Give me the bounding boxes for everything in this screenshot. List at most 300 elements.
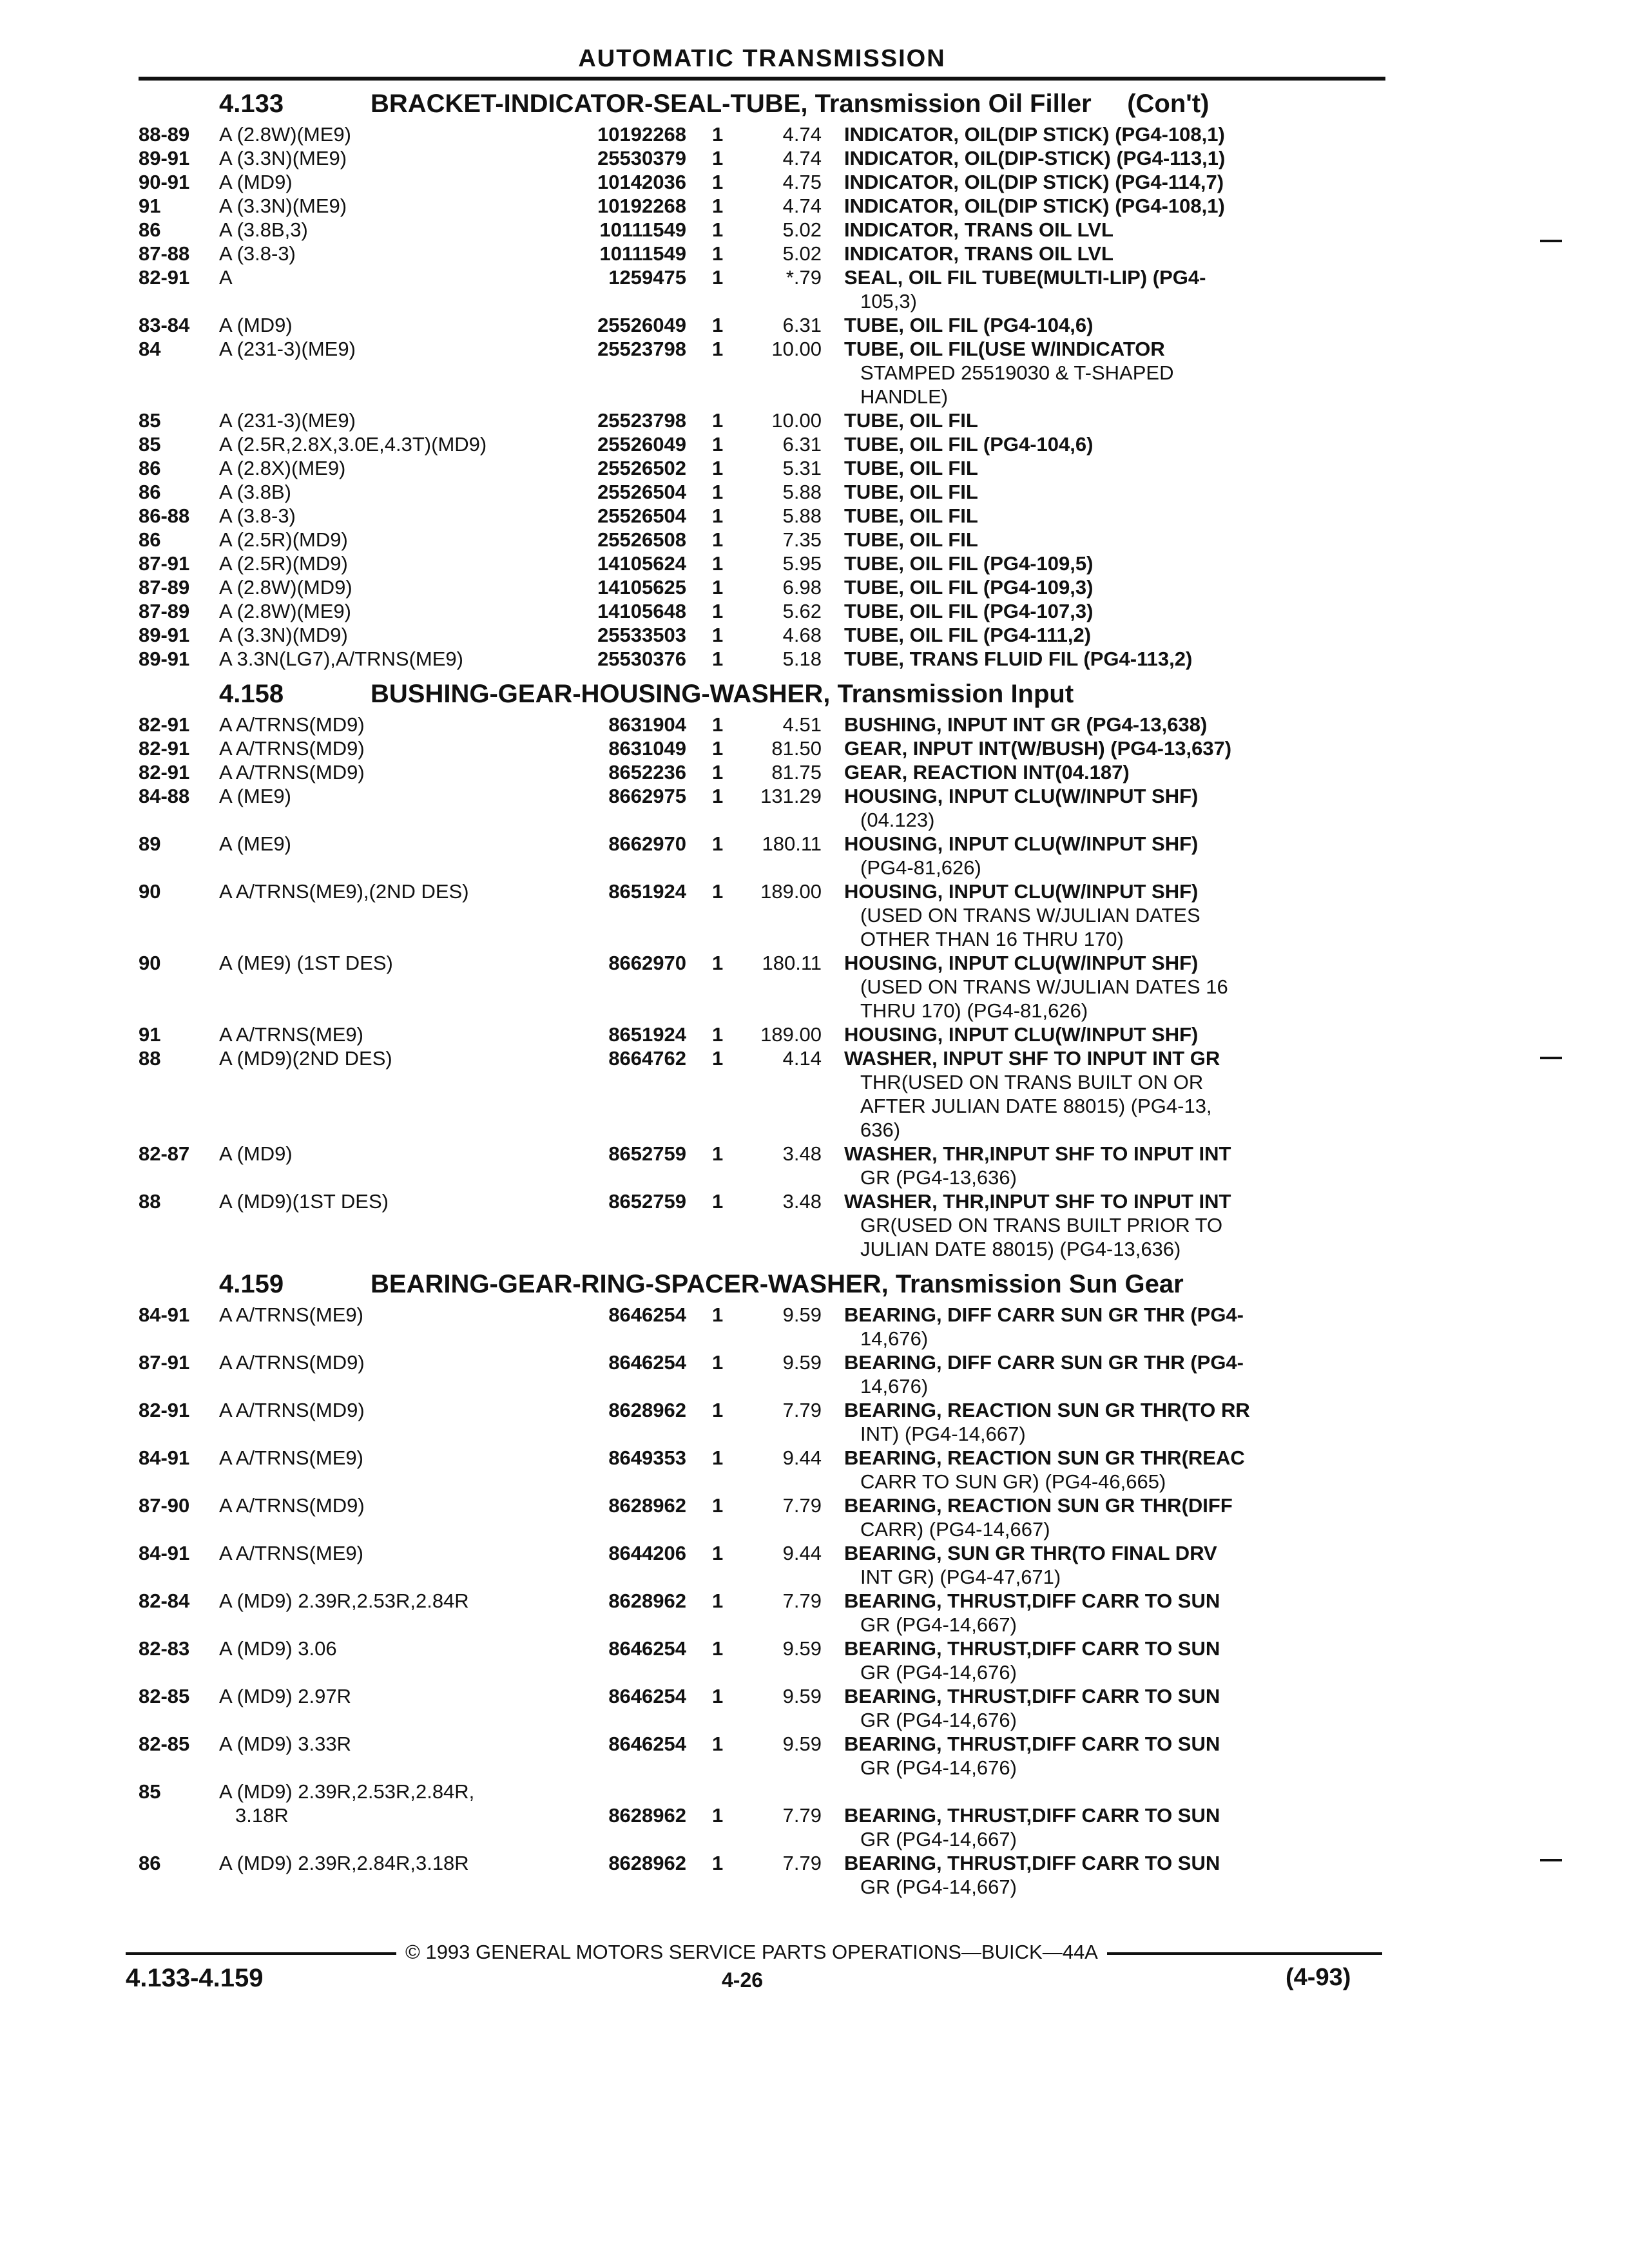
application-text: A A/TRNS(MD9) xyxy=(219,760,370,784)
price: 3.48 xyxy=(782,1142,822,1165)
part-number: 8631049 xyxy=(608,737,686,760)
description-text: (PG4-81,626) xyxy=(860,856,985,879)
leader-dots xyxy=(296,832,549,856)
leader-dots xyxy=(1097,432,1360,456)
description-line xyxy=(844,242,1360,265)
application-text: A (MD9)(1ST DES) xyxy=(219,1189,394,1213)
section-heading xyxy=(139,680,1385,709)
price: 189.00 xyxy=(760,880,822,903)
part-number: 8646254 xyxy=(608,1685,686,1707)
application-text: A (ME9) xyxy=(219,784,296,808)
description-line xyxy=(844,736,1360,760)
application-text: A A/TRNS(MD9) xyxy=(219,1350,370,1374)
description-line xyxy=(844,337,1360,361)
application-text: A (MD9) 3.06 xyxy=(219,1637,342,1660)
price: 10.00 xyxy=(771,338,822,360)
quantity: 1 xyxy=(712,648,724,670)
description-line xyxy=(844,1565,1360,1589)
description-cell xyxy=(844,337,1360,408)
description-text: WASHER, THR,INPUT SHF TO INPUT INT xyxy=(844,1142,1235,1166)
leader-dots xyxy=(356,599,549,623)
description-line xyxy=(844,999,1360,1023)
application-line xyxy=(219,879,561,903)
leader-dots xyxy=(298,1142,549,1166)
section-number: 4.133 xyxy=(219,90,284,118)
description-cell xyxy=(844,1637,1360,1684)
quantity: 1 xyxy=(712,147,724,169)
description-line xyxy=(844,1875,1360,1899)
quantity: 1 xyxy=(712,1047,724,1070)
application-cell xyxy=(219,647,561,671)
leader-dots xyxy=(1196,647,1360,671)
description-line xyxy=(844,1470,1360,1494)
quantity: 1 xyxy=(712,552,724,575)
quantity: 1 xyxy=(712,1190,724,1213)
description-text: BEARING, THRUST,DIFF CARR TO SUN xyxy=(844,1732,1224,1756)
leader-dots xyxy=(1021,1756,1360,1780)
price: 9.44 xyxy=(782,1446,822,1469)
application-text: A (2.8W)(ME9) xyxy=(219,122,356,146)
parts-row xyxy=(139,480,1385,504)
application-line xyxy=(219,1303,561,1327)
description-line xyxy=(844,218,1360,242)
description-text: GR (PG4-14,676) xyxy=(860,1756,1021,1780)
quantity: 1 xyxy=(712,433,724,456)
description-line xyxy=(844,1213,1360,1237)
footer-date-code: (4-93) xyxy=(1286,1964,1351,1991)
description-text: HOUSING, INPUT CLU(W/INPUT SHF) xyxy=(844,951,1202,975)
part-number: 8628962 xyxy=(608,1804,686,1827)
model-year: 86 xyxy=(139,528,161,551)
model-year: 85 xyxy=(139,433,161,456)
description-text: BEARING, DIFF CARR SUN GR THR (PG4- xyxy=(844,1350,1248,1374)
application-cell xyxy=(219,504,561,528)
application-cell xyxy=(219,1023,561,1046)
price: 4.68 xyxy=(782,624,822,646)
price: 5.88 xyxy=(782,481,822,503)
price: 9.59 xyxy=(782,1303,822,1326)
application-cell xyxy=(219,528,561,552)
description-text: TUBE, OIL FIL xyxy=(844,408,982,432)
margin-tick xyxy=(1540,240,1562,242)
description-cell xyxy=(844,265,1360,313)
application-text: A (3.8B) xyxy=(219,480,296,504)
leader-dots xyxy=(369,1541,549,1565)
description-text: 14,676) xyxy=(860,1327,932,1350)
leader-dots xyxy=(932,1327,1360,1350)
price: 9.59 xyxy=(782,1733,822,1755)
parts-row xyxy=(139,1398,1385,1446)
description-line xyxy=(844,552,1360,575)
model-year: 90 xyxy=(139,880,161,903)
application-text: A (231-3)(ME9) xyxy=(219,337,361,361)
part-number: 8662970 xyxy=(608,952,686,974)
price: 4.51 xyxy=(782,713,822,736)
price: 180.11 xyxy=(762,952,822,974)
description-line xyxy=(844,1637,1360,1660)
application-text: A (2.5R)(MD9) xyxy=(219,528,353,552)
part-number: 8646254 xyxy=(608,1351,686,1374)
application-line xyxy=(219,1046,561,1070)
parts-row xyxy=(139,1684,1385,1732)
description-line xyxy=(844,1827,1360,1851)
application-text: A 3.3N(LG7),A/TRNS(ME9) xyxy=(219,647,468,671)
parts-row xyxy=(139,456,1385,480)
parts-row xyxy=(139,1589,1385,1637)
model-year: 82-91 xyxy=(139,266,190,289)
description-text: WASHER, THR,INPUT SHF TO INPUT INT xyxy=(844,1189,1235,1213)
part-number: 8651924 xyxy=(608,880,686,903)
model-year: 83-84 xyxy=(139,314,190,336)
description-cell xyxy=(844,1851,1360,1899)
model-year: 84-91 xyxy=(139,1446,190,1469)
model-year: 91 xyxy=(139,1023,161,1046)
application-line xyxy=(219,1350,561,1374)
leader-dots xyxy=(352,146,549,170)
leader-dots xyxy=(369,1023,549,1046)
leader-dots xyxy=(474,1851,549,1875)
description-text: INDICATOR, OIL(DIP STICK) (PG4-114,7) xyxy=(844,170,1228,194)
price: 7.79 xyxy=(782,1804,822,1827)
application-cell xyxy=(219,1494,561,1541)
description-text: GR(USED ON TRANS BUILT PRIOR TO xyxy=(860,1213,1226,1237)
application-line xyxy=(219,265,561,289)
part-number: 25526504 xyxy=(597,481,686,503)
leader-dots xyxy=(313,218,549,242)
parts-row xyxy=(139,951,1385,1023)
application-text: A (2.8W)(ME9) xyxy=(219,599,356,623)
description-text: STAMPED 25519030 & T-SHAPED xyxy=(860,361,1177,385)
description-text: BEARING, REACTION SUN GR THR(REAC xyxy=(844,1446,1249,1470)
price: 7.79 xyxy=(782,1590,822,1612)
application-cell xyxy=(219,337,561,408)
parts-row xyxy=(139,1732,1385,1780)
model-year: 90-91 xyxy=(139,171,190,193)
application-cell xyxy=(219,879,561,951)
description-cell xyxy=(844,432,1360,456)
leader-dots xyxy=(356,1684,549,1708)
leader-dots xyxy=(1117,242,1360,265)
description-cell xyxy=(844,784,1360,832)
leader-dots xyxy=(982,480,1360,504)
part-number: 10142036 xyxy=(597,171,686,193)
application-line xyxy=(219,760,561,784)
description-line xyxy=(844,265,1360,289)
model-year: 86 xyxy=(139,457,161,479)
description-line xyxy=(844,1023,1360,1046)
price: 81.75 xyxy=(771,761,822,783)
quantity: 1 xyxy=(712,832,724,855)
leader-dots xyxy=(1097,575,1360,599)
parts-row xyxy=(139,552,1385,575)
parts-row xyxy=(139,784,1385,832)
parts-row xyxy=(139,528,1385,552)
description-text: INDICATOR, TRANS OIL LVL xyxy=(844,218,1117,242)
description-text: CARR TO SUN GR) (PG4-46,665) xyxy=(860,1470,1170,1494)
description-cell xyxy=(844,1732,1360,1780)
description-text: INDICATOR, TRANS OIL LVL xyxy=(844,242,1117,265)
description-text: THRU 170) (PG4-81,626) xyxy=(860,999,1092,1023)
application-cell xyxy=(219,1398,561,1446)
leader-dots xyxy=(1092,999,1360,1023)
catalog-page xyxy=(139,45,1385,1899)
section-heading xyxy=(139,1270,1385,1299)
part-number: 8646254 xyxy=(608,1637,686,1660)
parts-row xyxy=(139,760,1385,784)
leader-dots xyxy=(370,1398,549,1422)
leader-dots xyxy=(1211,713,1360,736)
model-year: 87-90 xyxy=(139,1494,190,1517)
quantity: 1 xyxy=(712,1023,724,1046)
application-line xyxy=(219,170,561,194)
leader-dots xyxy=(298,170,549,194)
model-year: 84-88 xyxy=(139,785,190,807)
model-year: 86 xyxy=(139,1852,161,1874)
description-text: SEAL, OIL FIL TUBE(MULTI-LIP) (PG4- xyxy=(844,265,1210,289)
quantity: 1 xyxy=(712,600,724,622)
application-line xyxy=(219,736,561,760)
description-line xyxy=(844,1118,1360,1142)
quantity: 1 xyxy=(712,338,724,360)
leader-dots xyxy=(952,385,1360,408)
description-line xyxy=(844,313,1360,337)
parts-row xyxy=(139,1541,1385,1589)
model-year: 87-91 xyxy=(139,1351,190,1374)
parts-row xyxy=(139,575,1385,599)
description-line xyxy=(844,1070,1360,1094)
price: 9.59 xyxy=(782,1351,822,1374)
leader-dots xyxy=(1184,1237,1360,1261)
description-line xyxy=(844,975,1360,999)
part-number: 8631904 xyxy=(608,713,686,736)
description-line xyxy=(844,385,1360,408)
price: 9.44 xyxy=(782,1542,822,1564)
catalog-section xyxy=(139,90,1385,671)
parts-row xyxy=(139,146,1385,170)
application-line xyxy=(219,528,561,552)
part-number: 14105624 xyxy=(597,552,686,575)
application-line xyxy=(219,1541,561,1565)
description-line xyxy=(844,170,1360,194)
description-line xyxy=(844,1803,1360,1827)
application-cell xyxy=(219,1541,561,1589)
quantity: 1 xyxy=(712,1351,724,1374)
section-number: 4.158 xyxy=(219,680,284,708)
description-cell xyxy=(844,552,1360,575)
application-cell xyxy=(219,1589,561,1637)
description-text: JULIAN DATE 88015) (PG4-13,636) xyxy=(860,1237,1184,1261)
description-line xyxy=(844,1327,1360,1350)
application-line xyxy=(219,1142,561,1166)
parts-row xyxy=(139,1851,1385,1899)
description-line xyxy=(844,480,1360,504)
description-line xyxy=(844,528,1360,552)
part-number: 1259475 xyxy=(608,266,686,289)
leader-dots xyxy=(352,194,549,218)
parts-row xyxy=(139,832,1385,879)
leader-dots xyxy=(301,504,549,528)
description-line xyxy=(844,1237,1360,1261)
description-line xyxy=(844,1756,1360,1780)
part-number: 25526508 xyxy=(597,528,686,551)
leader-dots xyxy=(1065,1565,1360,1589)
description-line xyxy=(844,1732,1360,1756)
part-number: 10192268 xyxy=(597,195,686,217)
catalog-section xyxy=(139,680,1385,1261)
model-year: 88-89 xyxy=(139,123,190,146)
price: 5.95 xyxy=(782,552,822,575)
application-cell xyxy=(219,599,561,623)
application-line xyxy=(219,218,561,242)
description-cell xyxy=(844,194,1360,218)
description-cell xyxy=(844,313,1360,337)
description-text: HOUSING, INPUT CLU(W/INPUT SHF) xyxy=(844,832,1202,856)
quantity: 1 xyxy=(712,195,724,217)
leader-dots xyxy=(1021,1166,1360,1189)
leader-dots xyxy=(238,265,549,289)
application-cell xyxy=(219,623,561,647)
leader-dots xyxy=(921,289,1360,313)
description-cell xyxy=(844,1780,1360,1851)
part-number: 10192268 xyxy=(597,123,686,146)
application-text: A (MD9) 3.33R xyxy=(219,1732,356,1756)
model-year: 89-91 xyxy=(139,147,190,169)
model-year: 82-83 xyxy=(139,1637,190,1660)
application-text: A A/TRNS(MD9) xyxy=(219,1398,370,1422)
description-cell xyxy=(844,736,1360,760)
part-number: 8662970 xyxy=(608,832,686,855)
description-text: TUBE, OIL FIL (PG4-104,6) xyxy=(844,432,1097,456)
description-cell xyxy=(844,575,1360,599)
application-text: A A/TRNS(MD9) xyxy=(219,713,370,736)
description-text: GR (PG4-14,667) xyxy=(860,1875,1021,1899)
description-text: BEARING, THRUST,DIFF CARR TO SUN xyxy=(844,1637,1224,1660)
application-line xyxy=(219,480,561,504)
description-text: AFTER JULIAN DATE 88015) (PG4-13, xyxy=(860,1094,1216,1118)
description-text: GR (PG4-14,676) xyxy=(860,1660,1021,1684)
description-text: 14,676) xyxy=(860,1374,932,1398)
price: 4.74 xyxy=(782,147,822,169)
price: 189.00 xyxy=(760,1023,822,1046)
application-line xyxy=(219,337,561,361)
description-line xyxy=(844,1374,1360,1398)
quantity: 1 xyxy=(712,737,724,760)
description-text: TUBE, OIL FIL (PG4-109,3) xyxy=(844,575,1097,599)
description-text: BEARING, REACTION SUN GR THR(TO RR xyxy=(844,1398,1254,1422)
description-line xyxy=(844,408,1360,432)
model-year: 82-91 xyxy=(139,713,190,736)
leader-dots xyxy=(358,575,549,599)
description-line xyxy=(844,1446,1360,1470)
margin-tick xyxy=(1540,1859,1562,1861)
application-text: A xyxy=(219,265,238,289)
quantity: 1 xyxy=(712,266,724,289)
part-number: 10111549 xyxy=(599,242,686,265)
part-number: 8628962 xyxy=(608,1494,686,1517)
parts-row xyxy=(139,647,1385,671)
description-text: TUBE, OIL FIL (PG4-109,5) xyxy=(844,552,1097,575)
description-line xyxy=(844,122,1360,146)
description-line xyxy=(844,1517,1360,1541)
quantity: 1 xyxy=(712,1852,724,1874)
application-text: A A/TRNS(ME9) xyxy=(219,1446,369,1470)
parts-row xyxy=(139,337,1385,408)
leader-dots xyxy=(474,879,549,903)
description-text: TUBE, TRANS FLUID FIL (PG4-113,2) xyxy=(844,647,1196,671)
part-number: 25530376 xyxy=(597,648,686,670)
application-cell xyxy=(219,1046,561,1142)
price: 10.00 xyxy=(771,409,822,432)
model-year: 89 xyxy=(139,832,161,855)
price: 4.14 xyxy=(782,1047,822,1070)
application-cell xyxy=(219,1303,561,1350)
application-line xyxy=(219,1803,561,1827)
application-line xyxy=(219,408,561,432)
application-text: A (MD9)(2ND DES) xyxy=(219,1046,398,1070)
description-line xyxy=(844,504,1360,528)
application-line xyxy=(219,951,561,975)
price: 7.35 xyxy=(782,528,822,551)
price: 5.31 xyxy=(782,457,822,479)
model-year: 87-89 xyxy=(139,600,190,622)
price: 4.74 xyxy=(782,195,822,217)
price: 5.02 xyxy=(782,242,822,265)
leader-dots xyxy=(356,122,549,146)
footer-copyright: © 1993 GENERAL MOTORS SERVICE PARTS OPERATIONS—BUICK—44A xyxy=(396,1941,1107,1964)
part-number: 25526502 xyxy=(597,457,686,479)
description-line xyxy=(844,951,1360,975)
application-text: A (3.3N)(MD9) xyxy=(219,623,353,647)
description-line xyxy=(844,1494,1360,1517)
model-year: 88 xyxy=(139,1190,161,1213)
part-number: 25530379 xyxy=(597,147,686,169)
application-cell xyxy=(219,122,561,146)
application-line xyxy=(219,1494,561,1517)
price: 131.29 xyxy=(760,785,822,807)
description-text: CARR) (PG4-14,667) xyxy=(860,1517,1054,1541)
description-text: THR(USED ON TRANS BUILT ON OR xyxy=(860,1070,1207,1094)
application-line xyxy=(219,713,561,736)
quantity: 1 xyxy=(712,409,724,432)
leader-dots xyxy=(353,623,549,647)
application-cell xyxy=(219,832,561,879)
application-text: 3.18R xyxy=(219,1803,294,1827)
application-line xyxy=(219,1589,561,1613)
leader-dots xyxy=(398,1046,549,1070)
description-text: INDICATOR, OIL(DIP STICK) (PG4-108,1) xyxy=(844,194,1229,218)
parts-row xyxy=(139,504,1385,528)
catalog-section xyxy=(139,1270,1385,1899)
parts-row xyxy=(139,1494,1385,1541)
leader-dots xyxy=(370,760,549,784)
application-cell xyxy=(219,265,561,313)
parts-row xyxy=(139,623,1385,647)
parts-row xyxy=(139,218,1385,242)
application-line xyxy=(219,1446,561,1470)
model-year: 86 xyxy=(139,481,161,503)
leader-dots xyxy=(398,951,549,975)
application-line xyxy=(219,504,561,528)
price: 5.62 xyxy=(782,600,822,622)
leader-dots xyxy=(982,528,1360,552)
page-header-title: AUTOMATIC TRANSMISSION xyxy=(139,45,1385,81)
model-year: 82-85 xyxy=(139,1733,190,1755)
leader-dots xyxy=(474,1589,549,1613)
description-line xyxy=(844,1613,1360,1637)
parts-row xyxy=(139,1303,1385,1350)
part-number: 25523798 xyxy=(597,338,686,360)
application-line xyxy=(219,1398,561,1422)
